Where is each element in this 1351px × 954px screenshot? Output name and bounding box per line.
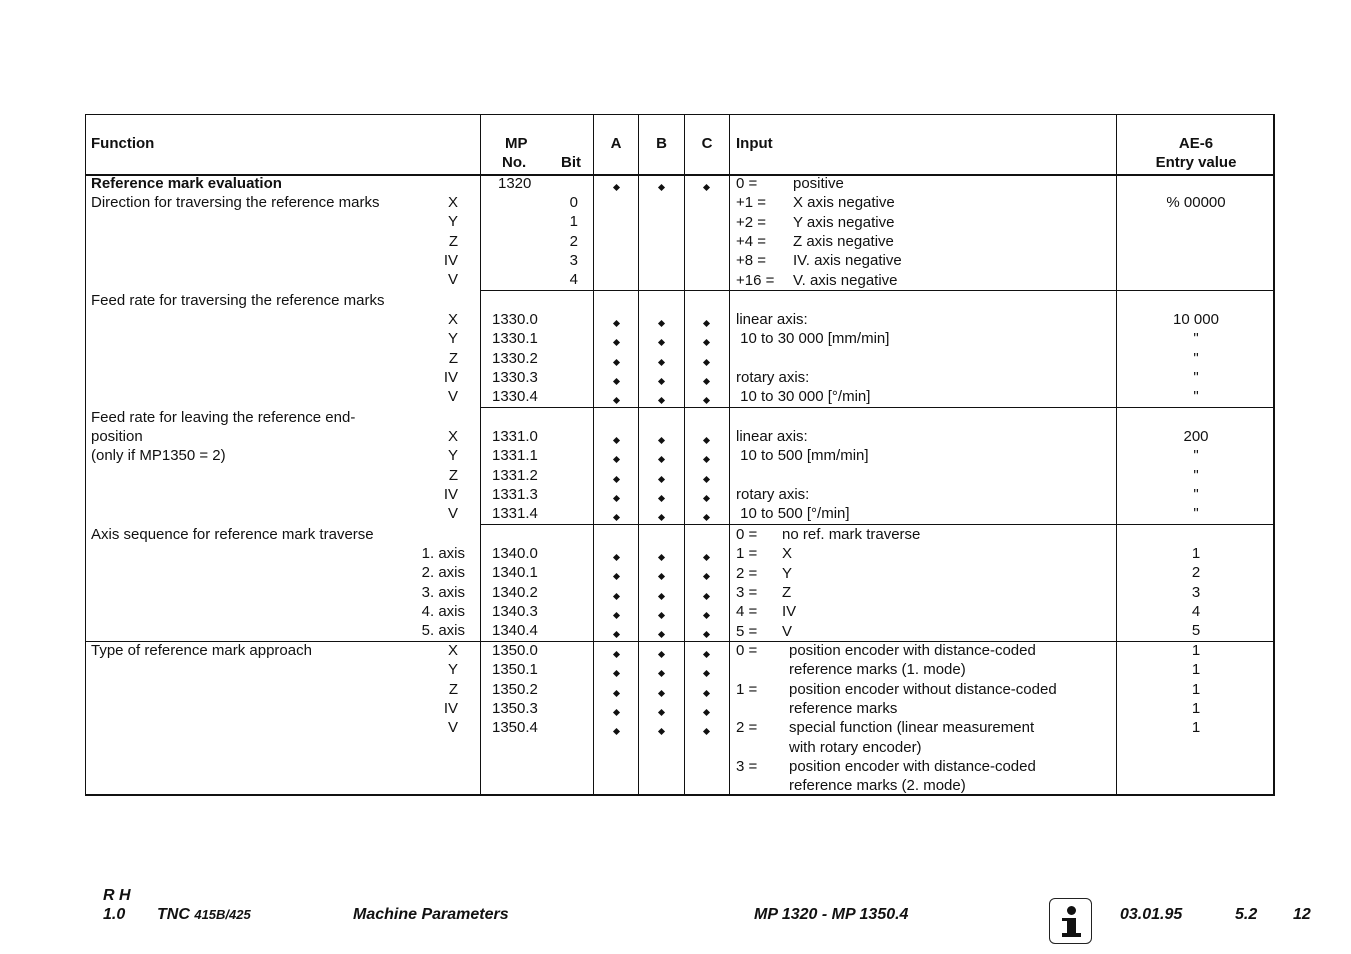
input-code: +4 = [736, 232, 767, 250]
function-description: position [91, 428, 143, 445]
mp-number: 1331.4 [492, 505, 538, 523]
header-bit: Bit [561, 154, 581, 171]
axis-label: 3. axis [421, 583, 465, 601]
input-code: +16 = [736, 271, 775, 289]
input-text: V. axis negative [793, 271, 898, 289]
input-code: 3 = [736, 757, 758, 775]
input-text: X [782, 545, 793, 563]
bit-number: 0 [569, 194, 578, 211]
entry-value: " [1193, 505, 1199, 523]
input-text: reference marks (1. mode) [789, 661, 966, 679]
bit-number: 3 [569, 251, 578, 269]
mp-number: 1330.3 [492, 368, 538, 386]
axis-label: Y [447, 447, 458, 465]
entry-value: " [1193, 485, 1199, 503]
input-code: +1 = [736, 194, 767, 212]
col-divider-a [638, 114, 639, 796]
footer-page: 12 [1293, 906, 1311, 923]
mp-number: 1331.3 [492, 485, 538, 503]
input-text: with rotary encoder) [789, 738, 922, 756]
col-divider-b [684, 114, 685, 796]
header-input: Input [736, 135, 773, 152]
footer-product-model: 415B/425 [194, 907, 251, 922]
footer-range: MP 1320 - MP 1350.4 [754, 906, 909, 923]
entry-value: 4 [1191, 602, 1201, 620]
axis-label: 4. axis [421, 602, 465, 620]
input-code: 0 = [736, 526, 758, 543]
axis-label: IV [443, 251, 458, 269]
input-code: +8 = [736, 252, 767, 270]
entry-value: 10 000 [1173, 311, 1219, 328]
function-description: (only if MP1350 = 2) [91, 447, 226, 464]
mp-number: 1330.2 [492, 349, 538, 367]
function-description: Feed rate for leaving the reference end- [91, 409, 356, 426]
input-text: reference marks [789, 699, 898, 717]
axis-label: Z [448, 466, 458, 484]
input-text: linear axis: [736, 311, 808, 328]
axis-label: 5. axis [421, 622, 465, 640]
input-text: special function (linear measurement [789, 719, 1035, 737]
mp-number: 1350.4 [492, 719, 538, 737]
input-text: Y [782, 564, 793, 582]
entry-value: " [1193, 349, 1199, 367]
mp-number: 1340.2 [492, 583, 538, 601]
entry-value: " [1193, 368, 1199, 386]
entry-value: 1 [1191, 545, 1201, 562]
function-description: Direction for traversing the reference marks [91, 194, 380, 211]
mp-number: 1330.4 [492, 388, 538, 406]
mp-number: 1340.1 [492, 564, 538, 582]
input-text: position encoder without distance-coded [789, 680, 1057, 698]
footer-product-tnc: TNC [157, 906, 190, 923]
axis-label: Y [447, 213, 458, 231]
mp-number: 1350.1 [492, 661, 538, 679]
input-text: Z axis negative [793, 232, 894, 250]
input-text: IV [782, 603, 797, 621]
input-text: 10 to 500 [°/min] [736, 505, 850, 523]
input-text: rotary axis: [736, 368, 810, 386]
header-ae6: AE-6 [1178, 135, 1214, 152]
bit-number: 4 [569, 271, 578, 289]
function-description: Type of reference mark approach [91, 642, 312, 659]
entry-value: 1 [1191, 661, 1201, 679]
axis-label: V [447, 271, 458, 289]
entry-value: % 00000 [1166, 194, 1226, 211]
axis-label: IV [443, 699, 458, 717]
header-entry-value: Entry value [1155, 154, 1237, 171]
input-text: reference marks (2. mode) [789, 777, 966, 795]
entry-value: " [1193, 447, 1199, 465]
input-text: X axis negative [793, 194, 895, 212]
input-code: +2 = [736, 213, 767, 231]
footer-date: 03.01.95 [1120, 906, 1183, 923]
col-divider-c [729, 114, 730, 796]
input-text: linear axis: [736, 428, 808, 445]
axis-label: Z [448, 232, 458, 250]
header-mp: MP [505, 135, 528, 152]
axis-label: X [447, 194, 458, 211]
axis-label: V [447, 388, 458, 406]
axis-label: X [447, 311, 458, 328]
function-description: Axis sequence for reference mark traverse [91, 526, 374, 543]
header-function: Function [91, 135, 155, 152]
input-text: 10 to 30 000 [°/min] [736, 388, 871, 406]
parameter-table [85, 114, 1275, 796]
col-divider-mp [593, 114, 594, 796]
input-text: no ref. mark traverse [782, 526, 921, 543]
input-code: 2 = [736, 564, 758, 582]
input-code: 1 = [736, 545, 758, 563]
bit-number: 1 [569, 213, 578, 231]
axis-label: 2. axis [421, 564, 465, 582]
footer-section: Machine Parameters [353, 906, 509, 923]
bit-number: 2 [569, 232, 578, 250]
info-icon [1049, 898, 1092, 944]
input-code: 5 = [736, 622, 758, 640]
function-description: Feed rate for traversing the reference marks [91, 292, 385, 309]
axis-label: Z [448, 680, 458, 698]
mp-number: 1331.1 [492, 447, 538, 465]
mp-number: 1350.0 [492, 642, 538, 659]
entry-value: 1 [1191, 642, 1201, 659]
footer-product [157, 906, 251, 924]
entry-value: " [1193, 388, 1199, 406]
header-a: A [610, 135, 622, 152]
axis-label: V [447, 505, 458, 523]
axis-label: IV [443, 368, 458, 386]
mp-number: 1320 [498, 175, 532, 192]
entry-value: 200 [1183, 428, 1209, 445]
axis-label: X [447, 642, 458, 659]
axis-label: 1. axis [421, 545, 465, 562]
entry-value: 1 [1191, 719, 1201, 737]
mp-number: 1340.0 [492, 545, 538, 562]
header-c: C [701, 135, 713, 152]
input-text: position encoder with distance-coded [789, 757, 1036, 775]
footer-rh: R H [103, 887, 131, 904]
input-text: rotary axis: [736, 485, 810, 503]
mp-number: 1330.0 [492, 311, 538, 328]
mp-number: 1331.0 [492, 428, 538, 445]
col-divider-function [480, 114, 481, 796]
footer-chapter: 5.2 [1235, 906, 1258, 923]
input-text: positive [793, 175, 844, 192]
entry-value: 3 [1191, 583, 1201, 601]
input-text: position encoder with distance-coded [789, 642, 1036, 659]
axis-label: V [447, 719, 458, 737]
input-text: 10 to 500 [mm/min] [736, 447, 869, 465]
entry-value: " [1193, 330, 1199, 348]
entry-value: 2 [1191, 564, 1201, 582]
mp-number: 1350.3 [492, 699, 538, 717]
section-title: Reference mark evaluation [91, 175, 282, 192]
axis-label: IV [443, 485, 458, 503]
input-code: 2 = [736, 719, 758, 737]
row-rule-2 [480, 407, 1275, 408]
input-code: 4 = [736, 603, 758, 621]
input-text: IV. axis negative [793, 252, 902, 270]
entry-value: 1 [1191, 680, 1201, 698]
input-text: Z [782, 583, 792, 601]
mp-number: 1330.1 [492, 330, 538, 348]
input-code: 0 = [736, 642, 758, 659]
mp-number: 1331.2 [492, 466, 538, 484]
axis-label: Y [447, 330, 458, 348]
entry-value: 5 [1191, 622, 1201, 640]
mp-number: 1340.4 [492, 622, 538, 640]
input-code: 1 = [736, 680, 758, 698]
input-text: V [782, 622, 793, 640]
axis-label: Y [447, 661, 458, 679]
header-b: B [656, 135, 667, 152]
axis-label: X [447, 428, 458, 445]
header-no: No. [502, 154, 527, 171]
row-rule-1 [480, 290, 1275, 291]
footer-version: 1.0 [103, 906, 126, 923]
mp-number: 1350.2 [492, 680, 538, 698]
input-code: 3 = [736, 583, 758, 601]
input-text: Y axis negative [793, 213, 895, 231]
axis-label: Z [448, 349, 458, 367]
entry-value: 1 [1191, 699, 1201, 717]
input-code: 0 = [736, 175, 758, 192]
input-text: 10 to 30 000 [mm/min] [736, 330, 890, 348]
entry-value: " [1193, 466, 1199, 484]
mp-number: 1340.3 [492, 602, 538, 620]
